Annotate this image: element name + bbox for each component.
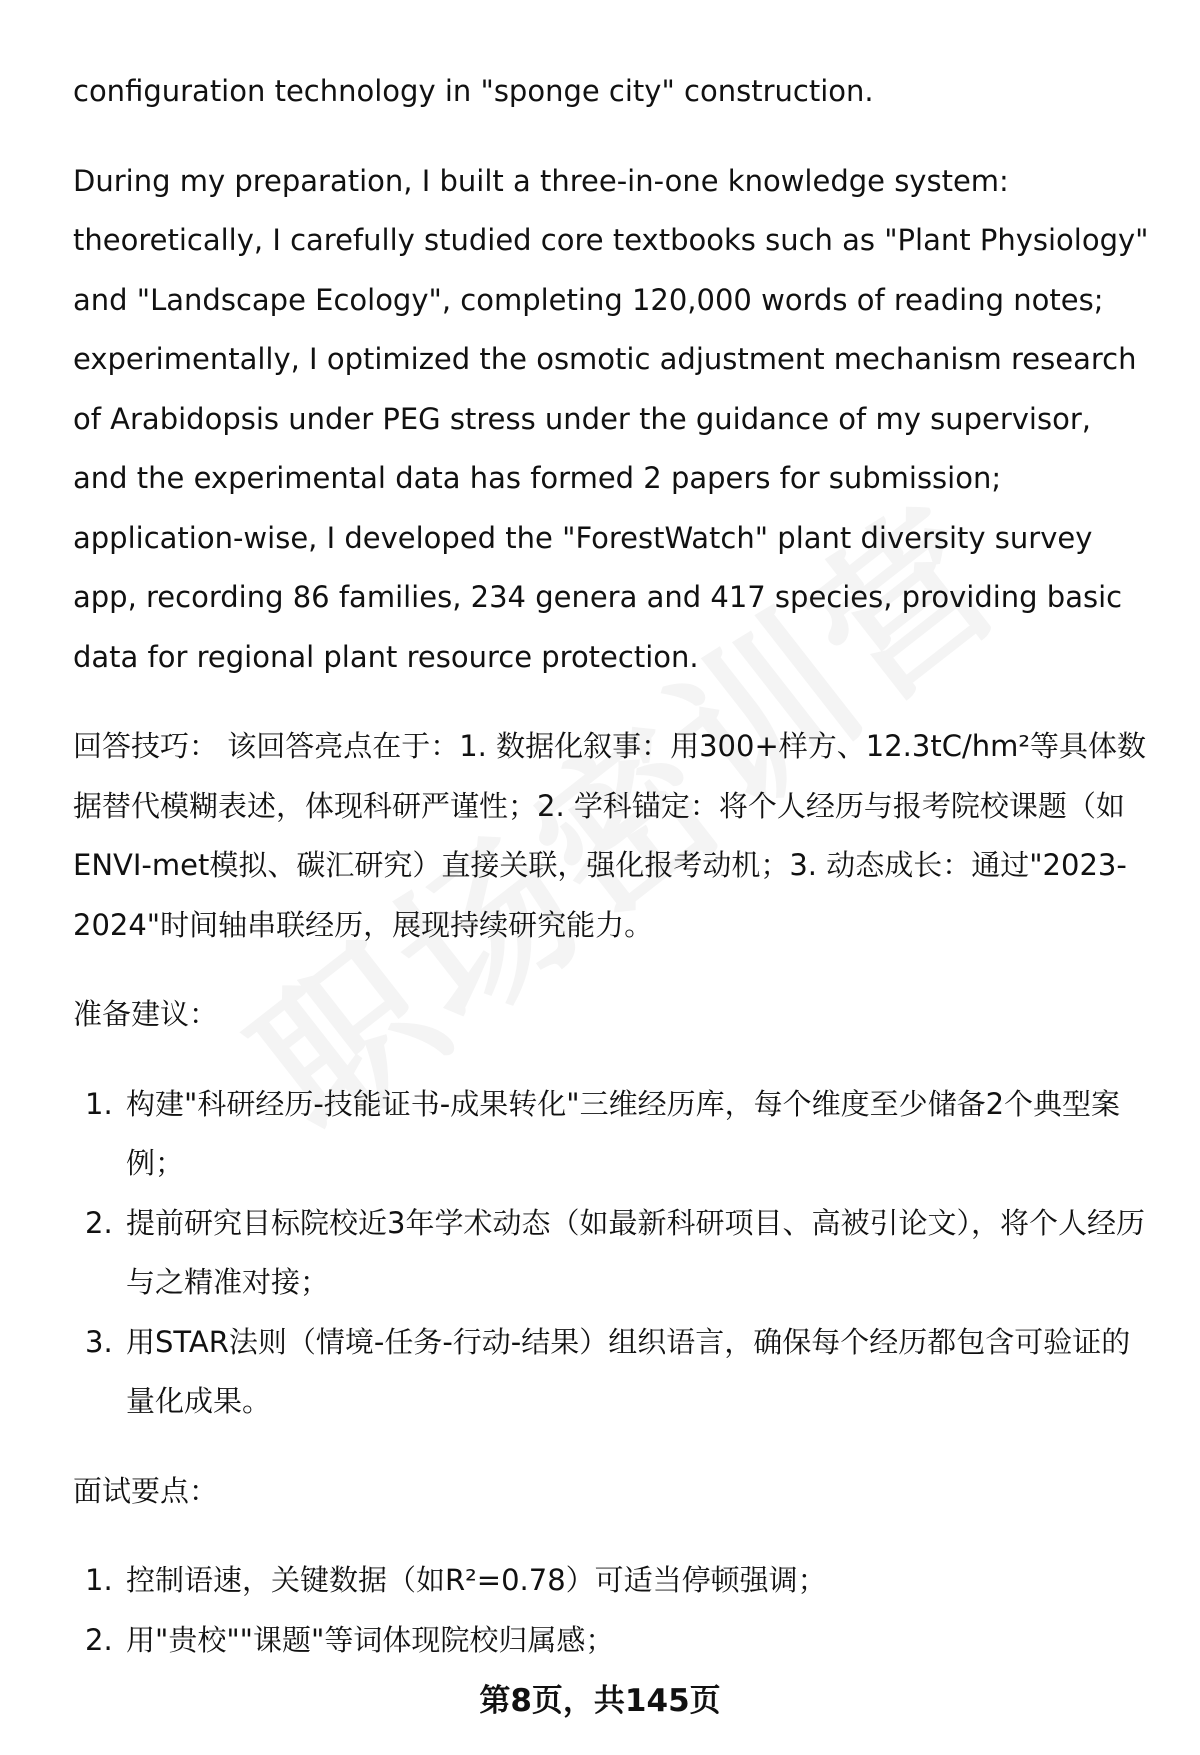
list-item-text: 用"贵校""课题"等词体现院校归属感； [126, 1622, 615, 1657]
list-number: 1. [85, 1563, 113, 1597]
list-item [73, 1313, 1153, 1432]
list-item-text: 用STAR法则（情境-任务-行动-结果）组织语言，确保每个经历都包含可验证的量化成果。 [126, 1324, 1131, 1418]
paragraph-answer-tips: 回答技巧： 该回答亮点在于：1. 数据化叙事：用300+样方、12.3tC/hm²等具体数据替代模糊表述，体现科研严谨性；2. 学科锚定：将个人经历与报考院校课题（如ENVI-met模拟、碳汇研究）直接关联，强化报考动机；3. 动态成长：通过"2023-2024"时间轴串联经历，展现持续研究能力。 [73, 729, 1146, 942]
preparation-list [73, 1075, 1153, 1432]
document-body [73, 62, 1153, 1670]
list-number: 1. [85, 1086, 113, 1121]
list-number: 2. [85, 1622, 113, 1657]
list-number: 2. [85, 1205, 113, 1240]
list-number: 3. [85, 1324, 113, 1359]
interview-heading: 面试要点： [73, 1473, 219, 1508]
paragraph-preparation: During my preparation, I built a three-in-one knowledge system: theoretically, I carefully studied core textbooks such as "Plant Physiology" and "Landscape Ecology", completing 120,000 words of reading notes; experimentally, I optimized the osmotic adjustment mechanism research of Arabidopsis under PEG stress under the guidance of my supervisor, and the experimental data has formed 2 papers for submission; application-wise, I developed the "ForestWatch" plant diversity survey app, recording 86 families, 234 genera and 417 species, providing basic data for regional plant resource protection. [73, 163, 1149, 674]
list-item [73, 1194, 1153, 1313]
paragraph-continuation: configuration technology in "sponge city" construction. [73, 74, 874, 108]
list-item [73, 1551, 1153, 1611]
list-item-text: 提前研究目标院校近3年学术动态（如最新科研项目、高被引论文），将个人经历与之精准对接； [126, 1205, 1145, 1299]
list-item [73, 1611, 1153, 1671]
page-number-footer: 第8页，共145页 [479, 1683, 721, 1719]
list-item-text: 控制语速，关键数据（如R²=0.78）可适当停顿强调； [126, 1563, 827, 1597]
interview-list [73, 1551, 1153, 1670]
list-item [73, 1075, 1153, 1194]
preparation-heading: 准备建议： [73, 997, 219, 1031]
list-item-text: 构建"科研经历-技能证书-成果转化"三维经历库，每个维度至少储备2个典型案例； [126, 1086, 1121, 1180]
